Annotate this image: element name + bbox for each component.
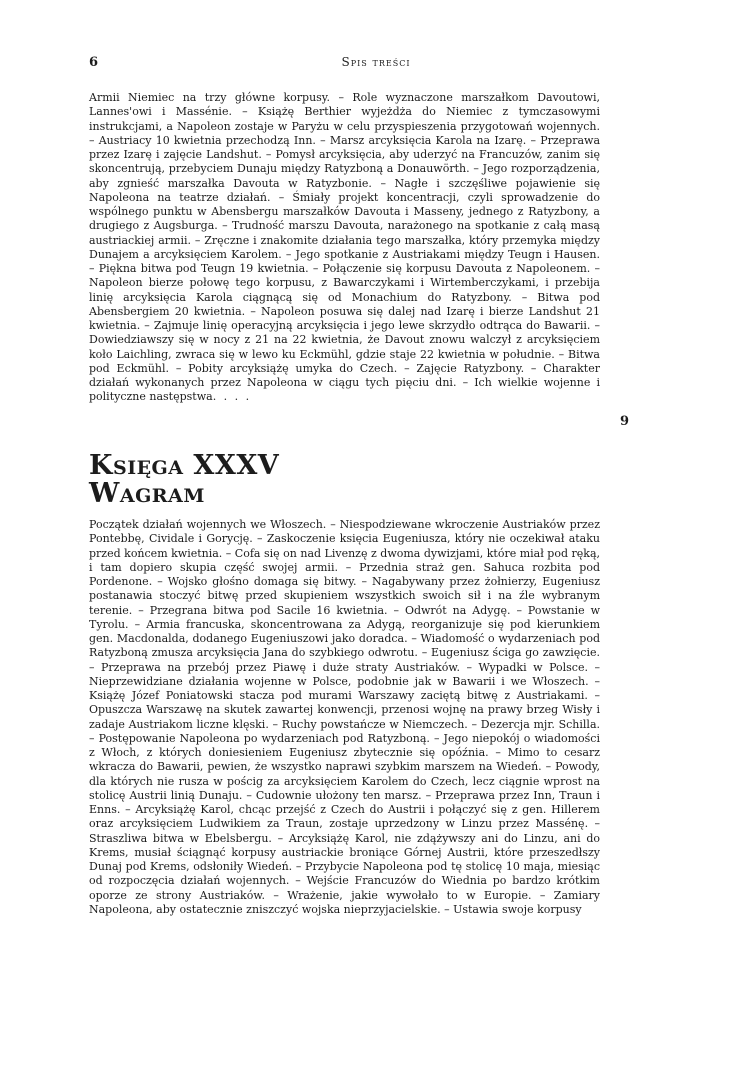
book-summary: Początek działań wojennych we Włoszech. – Niespodziewane wkroczenie Austriaków przez Pontebbę, Cividale i Gorycję. – Zaskoczenie księcia Eugeniusza, który nie oczekiwał ataku przed końcem kwietnia. – Cofa się on nad Livenzę z dwoma dywizjami, które miał pod ręką, i tam dopiero skupia część swojej armii. – Przednia straż gen. Sahuca rozbita pod Pordenone. – Wojsko głośno domaga się bitwy. – Nagabywany przez żołnierzy, Eugeniusz postanawia stoczyć bitwę przed skupieniem wszystkich swoich sił i na źle wybranym terenie. – Przegrana bitwa pod Sacile 16 kwietnia. – Odwrót na Adygę. – Powstanie w Tyrolu. – Armia francuska, skoncentrowana za Adygą, reorganizuje się pod kierunkiem gen. Macdonalda, dodanego Eugeniuszowi jako doradca. – Wiadomość o wydarzeniach pod Ratyzboną zmusza arcyksięcia Jana do szybkiego odwrotu. – Eugeniusz ściga go zawzięcie. – Przeprawa na przebój przez Piawę i duże straty Austriaków. – Wypadki w Polsce. – Nieprzewidziane działania wojenne w Polsce, podobnie jak w Bawarii i we Włoszech. – Książę Józef Poniatowski stacza pod murami Warszawy zaciętą bitwę z Austriakami. – Opuszcza Warszawę na skutek zawartej konwencji, przenosi wojnę na prawy brzeg Wisły i zadaje Austriakom liczne klęski. – Ruchy powstańcze w Niemczech. – Dezercja mjr. Schilla. – Postępowanie Napoleona po wydarzeniach pod Ratyzboną. – Jego niepokój o wiadomości z Włoch, z których doniesieniem Eugeniusz zbytecznie się opóźnia. – Mimo to cesarz wkracza do Bawarii, pewien, że wszystko naprawi szybkim marszem na Wiedeń. – Powody, dla których nie rusza w pościg za arcyksięciem Karolem do Czech, lecz ciągnie wprost na stolicę Austrii linią Dunaju. – Cudownie ułożony ten marsz. – Przeprawa przez Inn, Traun i Enns. – Arcyksiążę Karol, chcąc przejść z Czech do Austrii i połączyć się z gen. Hillerem oraz arcyksięciem Ludwikiem za Traun, zostaje uprzedzony w Linzu przez Massénę. – Straszliwa bitwa w Ebelsbergu. – Arcyksiążę Karol, nie zdążywszy ani do Linzu, ani do Krems, musiał ściągnąć korpusy austriackie broniące Górnej Austrii, które przeszedłszy Dunaj pod Krems, odsłoniły Wiedeń. – Przybycie Napoleona pod tę stolicę 10 maja, miesiąc od rozpoczęcia działań wojennych. – Wejście Francuzów do Wiednia po bardzo krótkim oporze ze strony Austriaków. – Wrażenie, jakie wywołało to w Europie. – Zamiary Napoleona, aby ostatecznie zniszczyć wojska nieprzyjacielskie. – Ustawia swoje korpusy: [89, 518, 600, 916]
book-title: Wagram: [89, 478, 205, 509]
toc-leader-dots: . . . .: [212, 390, 252, 404]
toc-entry-body: Armii Niemiec na trzy główne korpusy. – Role wyznaczone marszałkom Davoutowi, Lannes'owi i Massénie. – Książę Berthier wyjeżdża do Niemiec z tymczasowymi instrukcjami, a Napoleon zostaje w Paryżu w celu przyspieszenia przygotowań wojennych. – Austriacy 10 kwietnia przechodzą Inn. – Marsz arcyksięcia Karola na Izarę. – Przeprawa przez Izarę i zajęcie Landshut. – Pomysł arcyksięcia, aby uderzyć na Francuzów, zanim się skoncentrują, przebyciem Dunaju między Ratyzboną a Donauwörth. – Jego rozporządzenia, aby zgnieść marszałka Davouta w Ratyzbonie. – Nagłe i szczęśliwe pojawienie się Napoleona na teatrze działań. – Śmiały projekt koncentracji, czyli sprowadzenie do wspólnego punktu w Abensbergu marszałków Davouta i Masseny, jednego z Ratyzbony, a drugiego z Augsburga. – Trudność marszu Davouta, narażonego na spotkanie z całą masą austriackiej armii. – Zręczne i znakomite działania tego marszałka, który przemyka między Dunajem a arcyksięciem Karolem. – Jego spotkanie z Austriakami między Teugn i Hausen. – Piękna bitwa pod Teugn 19 kwietnia. – Połączenie się korpusu Davouta z Napoleonem. – Napoleon bierze połowę tego korpusu, z Bawarczykami i Wirtemberczykami, i przebija linię arcyksięcia Karola ciągnącą się od Monachium do Ratyzbony. – Bitwa pod Abensbergiem 20 kwietnia. – Napoleon posuwa się dalej nad Izarę i bierze Landshut 21 kwietnia. – Zajmuje linię operacyjną arcyksięcia i jego lewe skrzydło odtrąca do Bawarii. – Dowiedziawszy się w nocy z 21 na 22 kwietnia, że Davout znowu walczył z arcyksięciem koło Laichling, zwraca się w lewo ku Eckmühl, gdzie staje 22 kwietnia w południe. – Bitwa pod Eckmühl. – Pobity arcyksiążę umyka do Czech. – Zajęcie Ratyzbony. – Charakter działań wykonanych przez Napoleona w ciągu tych pięciu dni. – Ich wielkie wojenne i polityczne następstwa: [89, 91, 600, 404]
toc-entry-text: [89, 91, 600, 405]
toc-page-ref: 9: [620, 414, 630, 429]
running-title: Spis treści: [341, 55, 411, 69]
book-heading: [89, 452, 609, 508]
page-number: 6: [89, 55, 99, 70]
book-label: Księga XXXV: [89, 450, 280, 481]
